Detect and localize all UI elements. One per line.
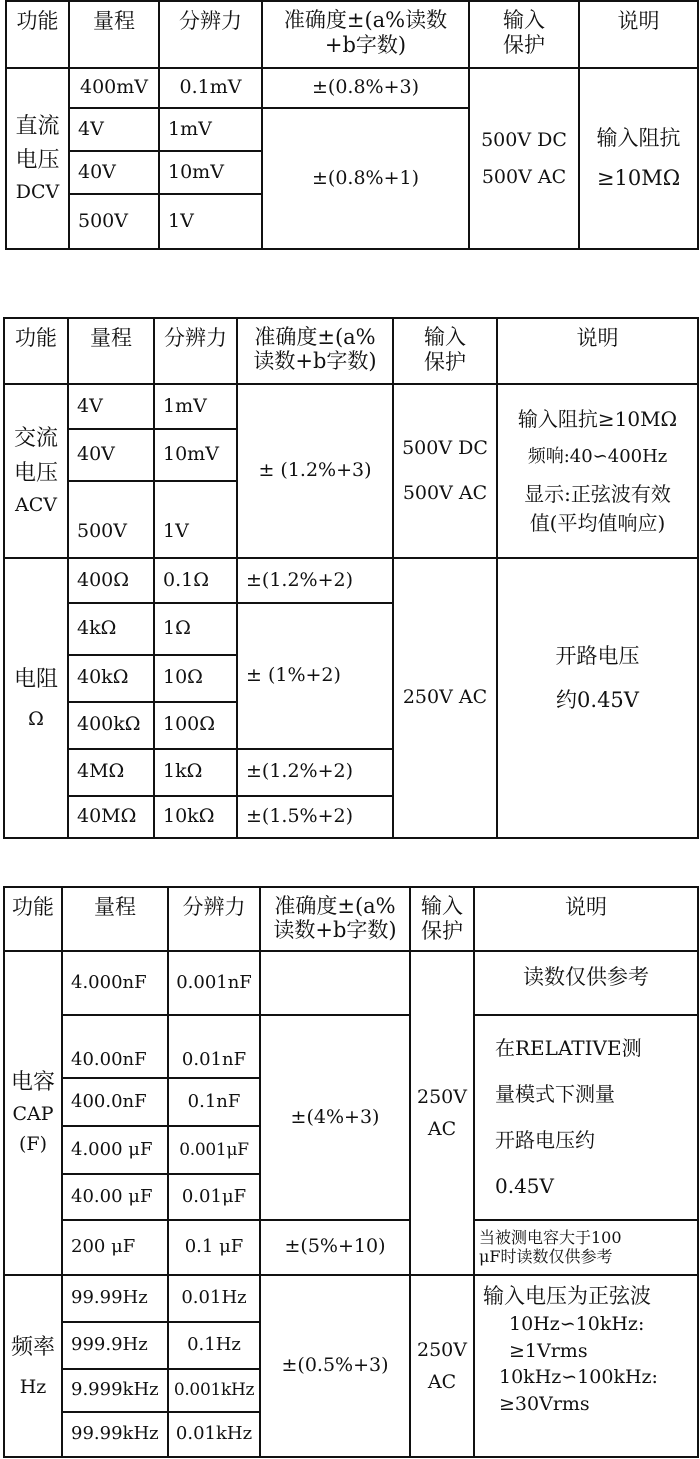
resolution-cell: 0.001μF [168,1126,260,1174]
function-label: CAP [12,1103,54,1126]
note-line: 量模式下测量 [495,1082,615,1107]
note-line: 约0.45V [556,688,639,713]
range-cell: 40.00 μF [62,1174,168,1219]
header-accuracy-line1: 准确度±(a%读数 [283,8,448,32]
header-protection-line1: 输入 [421,894,463,918]
range-cell: 400kΩ [68,702,154,749]
range-cell: 9.999kHz [62,1369,168,1412]
dcv-function-cell [6,68,69,249]
function-label: 频率 [10,1334,55,1360]
header-resolution: 分辨力 [154,318,237,384]
accuracy-cell: ±(1.2%+2) [237,749,393,796]
function-label: ACV [15,493,57,516]
resolution-cell: 1mV [154,384,237,429]
accuracy-cell-empty [260,951,410,1015]
accuracy-cell: ±(0.8%+3) [262,68,469,108]
accuracy-cell: ±(5%+10) [260,1220,410,1275]
range-cell: 4V [69,108,159,151]
accuracy-cell: ±(0.5%+3) [260,1275,410,1457]
resolution-cell: 1Ω [154,603,237,655]
resolution-cell: 1kΩ [154,749,237,796]
resolution-cell: 1V [159,194,262,249]
protection-cell [393,384,497,558]
protection-line: 250V [417,1338,467,1361]
range-cell: 400.0nF [62,1078,168,1126]
range-cell: 40MΩ [68,796,154,838]
resolution-cell: 100Ω [154,702,237,749]
function-label: Hz [19,1375,47,1398]
range-cell: 4V [68,384,154,429]
dcv-spec-table [5,0,699,250]
resolution-cell: 0.1nF [168,1078,260,1126]
note-line: 显示:正弦波有效 [524,481,671,506]
protection-line: 500V DC [481,129,567,152]
note-line: 10kHz∽100kHz: [499,1366,658,1389]
note-line: 输入阻抗≥10MΩ [517,406,678,431]
resolution-cell: 0.01μF [168,1174,260,1219]
header-protection-line2: 保护 [503,33,545,58]
note-line: 开路电压 [555,644,640,669]
resolution-cell: 0.1Ω [154,558,237,602]
protection-line: 500V AC [481,165,567,188]
range-cell: 4kΩ [68,603,154,655]
function-label: 电压 [13,460,58,486]
function-label: 电压 [15,147,60,173]
resolution-cell: 10Ω [154,655,237,702]
note-line: 值(平均值响应) [529,510,666,535]
header-resolution: 分辨力 [168,887,260,951]
range-cell: 4.000 μF [62,1126,168,1174]
acv-function-cell [4,384,68,558]
range-cell: 400Ω [68,558,154,602]
note-line: 10Hz∽10kHz: [509,1313,645,1336]
function-label: 交流 [13,426,58,452]
header-protection-line1: 输入 [424,325,466,349]
function-label: 电容 [10,1070,55,1096]
protection-cell [410,1275,474,1457]
protection-line: 250V [417,1085,467,1108]
header-range: 量程 [68,318,154,384]
header-accuracy-line1: 准确度±(a% [254,325,376,349]
range-cell: 400mV [69,68,159,108]
range-cell: 999.9Hz [62,1322,168,1369]
resolution-cell: 10mV [159,151,262,194]
resolution-cell: 1V [154,481,237,558]
range-cell: 200 μF [62,1220,168,1275]
resolution-cell: 0.001nF [168,951,260,1015]
protection-cell: 250V AC [393,558,497,838]
note-line: 开路电压约 [495,1128,595,1153]
accuracy-cell: ±(1.2%+2) [237,558,393,602]
function-label: 电阻 [13,667,58,693]
freq-function-cell [4,1275,62,1457]
note-line: 当被测电容大于100 [479,1227,622,1247]
protection-cell [469,68,579,249]
function-label: DCV [15,180,60,203]
range-cell: 99.99Hz [62,1275,168,1322]
note-line: ≥30Vrms [499,1392,590,1415]
resolution-cell: 0.01nF [168,1015,260,1078]
protection-line: 500V DC [402,436,488,459]
header-protection-line1: 输入 [503,8,545,32]
function-label: Ω [28,708,44,731]
notes-cell [579,68,698,249]
function-label: (F) [18,1132,47,1155]
header-notes: 说明 [474,887,698,951]
header-protection [469,1,579,68]
header-accuracy-line2: 读数+b字数) [273,918,397,943]
note-line: ≥10MΩ [596,165,681,190]
resolution-cell: 0.01Hz [168,1275,260,1322]
note-line: 输入电压为正弦波 [483,1283,651,1308]
header-notes: 说明 [579,1,698,68]
range-cell: 4.000nF [62,951,168,1015]
protection-cell [410,951,474,1275]
header-function: 功能 [6,1,69,68]
accuracy-cell: ±(4%+3) [260,1015,410,1219]
resolution-cell: 0.1 μF [168,1220,260,1275]
note-line: 在RELATIVE测 [495,1036,642,1061]
protection-line: 500V AC [402,482,488,505]
note-line: μF时读数仅供参考 [479,1247,613,1267]
acv-ohm-spec-table [3,317,699,839]
resolution-cell: 10kΩ [154,796,237,838]
resolution-cell: 0.01kHz [168,1412,260,1457]
range-cell: 40.00nF [62,1015,168,1078]
header-range: 量程 [69,1,159,68]
ohm-function-cell [4,558,68,838]
notes-cell [474,1015,698,1219]
note-line: ≥1Vrms [509,1339,588,1362]
notes-cell [474,1275,698,1457]
header-range: 量程 [62,887,168,951]
header-protection-line2: 保护 [424,350,466,375]
cap-freq-spec-table [3,886,699,1458]
notes-cell [497,384,698,558]
header-accuracy-line2: 读数+b字数) [253,349,377,374]
resolution-cell: 0.1mV [159,68,262,108]
header-protection [410,887,474,951]
cap-function-cell [4,951,62,1275]
protection-line: AC [427,1117,457,1140]
note-line: 输入阻抗 [596,125,681,150]
note-line: 频响:40∽400Hz [527,445,668,467]
resolution-cell: 0.1Hz [168,1322,260,1369]
notes-cell [497,558,698,838]
range-cell: 500V [68,481,154,558]
range-cell: 40kΩ [68,655,154,702]
header-accuracy-line2: +b字数) [324,33,407,58]
protection-line: AC [427,1370,457,1393]
resolution-cell: 1mV [159,108,262,151]
header-accuracy-line1: 准确度±(a% [274,894,396,918]
resolution-cell: 0.001kHz [168,1369,260,1412]
accuracy-cell: ±(1.5%+2) [237,796,393,838]
accuracy-cell: ± (1.2%+3) [237,384,393,558]
header-accuracy [260,887,410,951]
header-function: 功能 [4,318,68,384]
function-label: 直流 [15,113,60,139]
header-accuracy [237,318,393,384]
notes-cell [474,1220,698,1275]
header-protection [393,318,497,384]
header-protection-line2: 保护 [421,919,463,944]
header-function: 功能 [4,887,62,951]
note-line: 0.45V [495,1174,554,1199]
resolution-cell: 10mV [154,429,237,481]
notes-cell: 读数仅供参考 [474,951,698,1015]
accuracy-cell: ±(0.8%+1) [262,108,469,249]
header-resolution: 分辨力 [159,1,262,68]
range-cell: 99.99kHz [62,1412,168,1457]
range-cell: 500V [69,194,159,249]
header-accuracy [262,1,469,68]
range-cell: 40V [69,151,159,194]
range-cell: 4MΩ [68,749,154,796]
range-cell: 40V [68,429,154,481]
accuracy-cell: ± (1%+2) [237,603,393,749]
header-notes: 说明 [497,318,698,384]
